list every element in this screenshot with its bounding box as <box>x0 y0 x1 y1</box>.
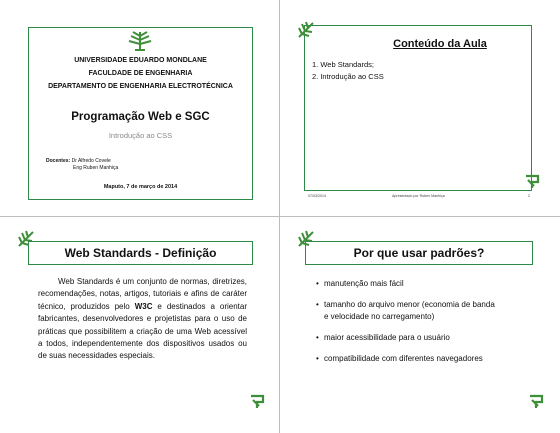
list-item: • maior acessibilidade para o usuário <box>316 333 450 342</box>
slide-title <box>0 0 279 216</box>
list-item: • manutenção mais fácil <box>316 279 404 288</box>
university-name: UNIVERSIDADE EDUARDO MONDLANE <box>74 57 207 64</box>
docentes <box>46 158 246 172</box>
definition-paragraph <box>38 276 247 363</box>
footer-page: 2 <box>528 194 530 198</box>
list-item-continued: e velocidade no carregamento) <box>324 312 435 321</box>
docente-2: Eng Ruben Manhiça <box>73 165 119 171</box>
corner-leaf-icon <box>524 174 540 190</box>
list-item: • compatibilidade com diferentes navegadores <box>316 354 483 363</box>
corner-leaf-icon <box>249 394 265 410</box>
w3c-term: W3C <box>134 301 153 311</box>
definition-text-cont: e destinados a orientar fabricantes, desenvolvedores e projetistas para o uso de práticas que possibilitem a criação de uma Web acessível a todos, independentemente dos dispositivos usados ou de suas necessidades especiais. <box>38 301 248 361</box>
list-item: 2. Introdução ao CSS <box>312 72 384 81</box>
corner-leaf-icon <box>296 20 316 40</box>
course-subtitle: Introdução ao CSS <box>108 131 173 140</box>
slide-contents <box>280 0 560 216</box>
slide-title: Por que usar padrões? <box>353 246 485 260</box>
reasons-list <box>316 278 546 365</box>
date-location: Maputo, 7 de março de 2014 <box>103 184 178 190</box>
slide-web-standards <box>0 217 279 433</box>
contents-list <box>312 59 512 83</box>
faculty-name: FACULDADE DE ENGENHARIA <box>88 70 193 77</box>
course-title: Programação Web e SGC <box>71 111 210 123</box>
slide-title: Web Standards - Definição <box>64 246 217 260</box>
list-item: • tamanho do arquivo menor (economia de banda <box>316 300 495 309</box>
definition-text: Web Standards é um conjunto de normas, diretrizes, recomendações, notas, artigos, tutoriais e afins de caráter técnico, produzidos pelo <box>38 277 247 311</box>
docentes-label: Docentes: <box>46 158 71 164</box>
corner-leaf-icon <box>528 394 544 410</box>
list-item: 1. Web Standards; <box>312 60 374 69</box>
slide-title: Conteúdo da Aula <box>393 38 487 50</box>
footer-author: Apresentado por Ruben Manhiça <box>392 194 445 198</box>
slide-why-standards <box>280 217 560 433</box>
docente-1: Dr Alfredo Covele <box>71 158 111 164</box>
uem-logo-icon <box>125 30 155 52</box>
footer-date: 07/03/2014 <box>308 194 326 198</box>
department-name: DEPARTAMENTO DE ENGENHARIA ELECTROTÉCNICA <box>48 83 233 90</box>
